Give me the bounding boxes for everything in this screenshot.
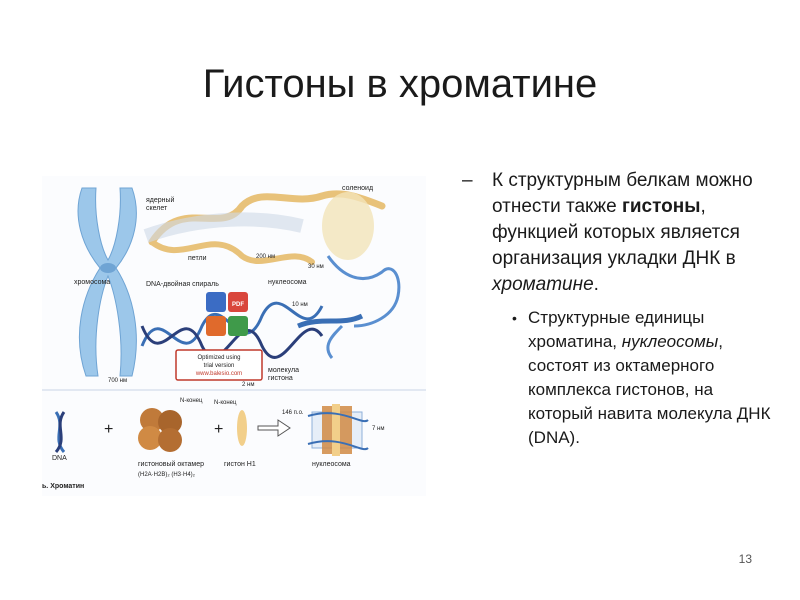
label-h1: гистон H1 [224, 461, 256, 468]
bullet-dot: • [512, 310, 517, 326]
label-30nm: 30 нм [308, 264, 324, 270]
label-10nm: 10 нм [292, 302, 308, 308]
histone-h1 [237, 410, 247, 446]
label-n-end-1: N-конец [180, 398, 203, 404]
label-200nm: 200 нм [256, 254, 276, 260]
label-molecule-2: гистона [268, 375, 293, 382]
label-dna-helix: DNA-двойная спираль [146, 281, 219, 288]
chromatin-figure [42, 176, 426, 496]
label-7nm: 7 нм [372, 426, 385, 432]
page-number: 13 [738, 552, 752, 566]
excel-icon [228, 316, 248, 336]
bullet-sub-text-1: Структурные единицы хроматина, [528, 308, 705, 351]
watermark-box [176, 350, 262, 380]
bullet-sub-italic: нуклеосомы [621, 332, 719, 351]
label-loops: петли [188, 255, 207, 262]
label-solenoid: соленоид [342, 185, 374, 192]
watermark-line-3: www.balesio.com [195, 371, 243, 377]
bullet-sub [462, 306, 782, 450]
label-2nm: 2 нм [242, 382, 255, 388]
nucleosome-illustration [308, 404, 368, 456]
bullet-main-bold: гистоны [621, 196, 701, 217]
svg-text:PDF: PDF [232, 302, 244, 308]
plus-sign-2: + [214, 421, 224, 438]
bullet-main-text-2: , функцией которых является организация укладки ДНК в [492, 196, 740, 269]
label-chromatin: ь. Хроматин [42, 483, 85, 490]
bullet-sub-text-2: , состоят из октамерного комплекса гистонов, на который навита молекула ДНК (DNA). [528, 332, 771, 447]
bullet-main-text-3: . [593, 274, 599, 295]
label-octamer: гистоновый октамер [138, 461, 205, 468]
text-column [462, 168, 782, 450]
slide-title: Гистоны в хроматине [202, 62, 598, 106]
label-octamer-formula: (H2A·H2B)₂ (H3·H4)₂ [138, 472, 195, 478]
bullet-dash: – [462, 170, 473, 191]
bullet-main-text-1: К структурным белкам можно отнести также [492, 170, 753, 217]
label-molecule-1: молекула [268, 367, 299, 374]
powerpoint-icon [206, 316, 226, 336]
bullet-main [462, 168, 782, 298]
word-icon [206, 292, 226, 312]
label-chromosome: хромосома [74, 279, 111, 286]
label-dna: DNA [52, 455, 67, 462]
plus-sign-1: + [104, 421, 114, 438]
label-nucleosome-top: нуклеосома [268, 279, 307, 286]
label-146bp: 146 п.о. [282, 410, 304, 416]
label-nuclear-skeleton-1: ядерный [146, 197, 175, 204]
label-nuclear-skeleton-2: скелет [146, 205, 168, 212]
bullet-main-italic: хроматине [492, 274, 594, 295]
label-nucleosome-bottom: нуклеосома [312, 461, 351, 468]
label-n-end-2: N-конец [214, 400, 237, 406]
watermark-line-1: Optimized using [197, 355, 241, 361]
label-700nm: 700 нм [108, 378, 128, 384]
watermark-line-2: trial version [203, 363, 235, 369]
